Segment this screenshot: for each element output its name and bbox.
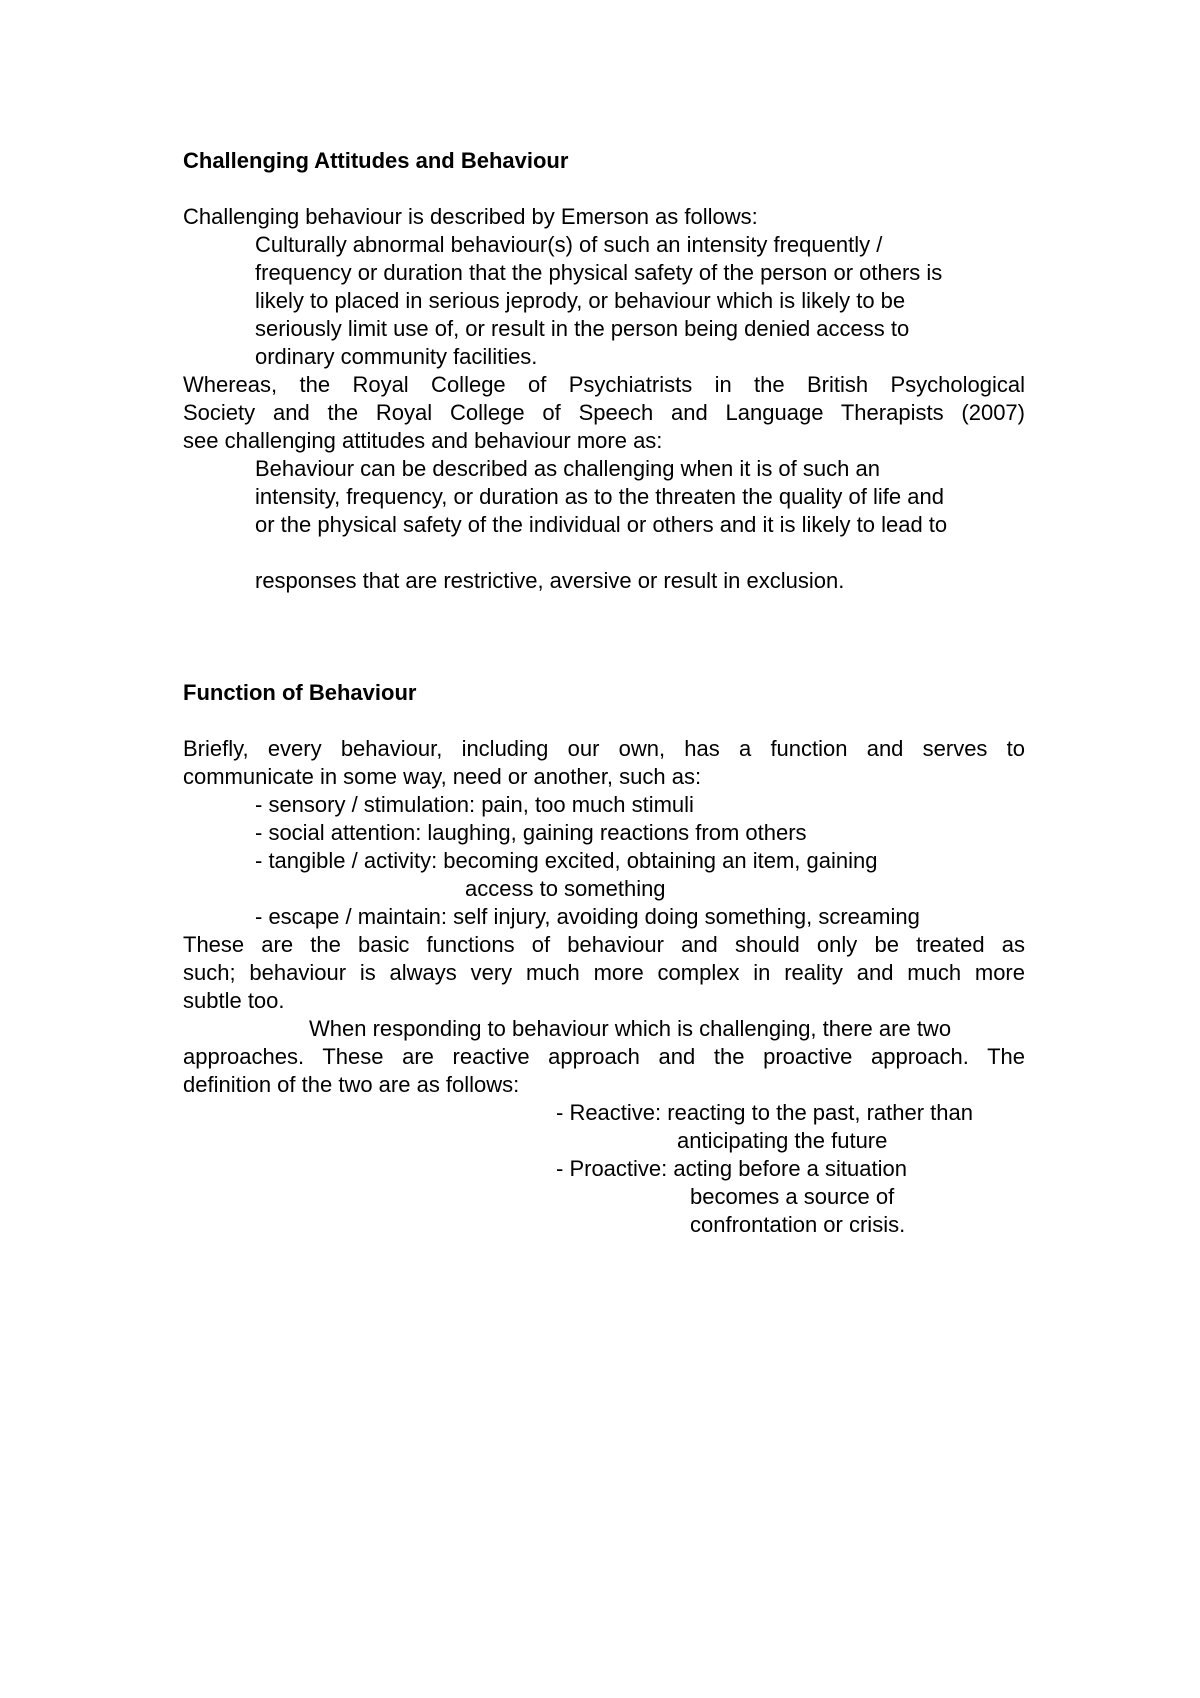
basic-functions-line: subtle too. [183, 988, 285, 1013]
function-list-item: - escape / maintain: self injury, avoiding doing something, screaming [255, 904, 920, 929]
function-list-item: - sensory / stimulation: pain, too much stimuli [255, 792, 694, 817]
quote2-line: or the physical safety of the individual or others and it is likely to lead to [255, 512, 948, 537]
responding-line: approaches. These are reactive approach and the proactive approach. The [183, 1044, 1025, 1069]
quote1-line: ordinary community facilities. [255, 344, 538, 369]
responding-line: definition of the two are as follows: [183, 1072, 520, 1097]
definition-proactive-continued: confrontation or crisis. [690, 1212, 906, 1237]
quote2-line: Behaviour can be described as challenging when it is of such an [255, 456, 880, 481]
whereas-line: see challenging attitudes and behaviour more as: [183, 428, 663, 453]
definition-proactive: - Proactive: acting before a situation [556, 1156, 907, 1181]
whereas-line: Whereas, the Royal College of Psychiatrists in the British Psychological [183, 372, 1025, 397]
function-intro-line: Briefly, every behaviour, including our own, has a function and serves to [183, 736, 1025, 761]
section-heading-challenging: Challenging Attitudes and Behaviour [183, 148, 569, 173]
function-list-item: - tangible / activity: becoming excited, obtaining an item, gaining [255, 848, 878, 873]
definition-reactive-continued: anticipating the future [677, 1128, 888, 1153]
quote2-line: responses that are restrictive, aversive or result in exclusion. [255, 568, 845, 593]
whereas-line: Society and the Royal College of Speech and Language Therapists (2007) [183, 400, 1025, 425]
responding-line: When responding to behaviour which is challenging, there are two [309, 1016, 952, 1041]
quote1-line: Culturally abnormal behaviour(s) of such an intensity frequently / [255, 232, 883, 257]
definition-reactive: - Reactive: reacting to the past, rather than [556, 1100, 974, 1125]
function-intro-line: communicate in some way, need or another, such as: [183, 764, 702, 789]
function-list-item: - social attention: laughing, gaining reactions from others [255, 820, 807, 845]
quote2-line: intensity, frequency, or duration as to the threaten the quality of life and [255, 484, 944, 509]
intro-line: Challenging behaviour is described by Emerson as follows: [183, 204, 758, 229]
function-list-item-continued: access to something [465, 876, 666, 901]
quote1-line: seriously limit use of, or result in the person being denied access to [255, 316, 910, 341]
section-heading-function: Function of Behaviour [183, 680, 417, 705]
quote1-line: likely to placed in serious jeprody, or behaviour which is likely to be [255, 288, 906, 313]
quote1-line: frequency or duration that the physical safety of the person or others is [255, 260, 943, 285]
definition-proactive-continued: becomes a source of [690, 1184, 895, 1209]
basic-functions-line: These are the basic functions of behaviour and should only be treated as [183, 932, 1025, 957]
basic-functions-line: such; behaviour is always very much more complex in reality and much more [183, 960, 1025, 985]
